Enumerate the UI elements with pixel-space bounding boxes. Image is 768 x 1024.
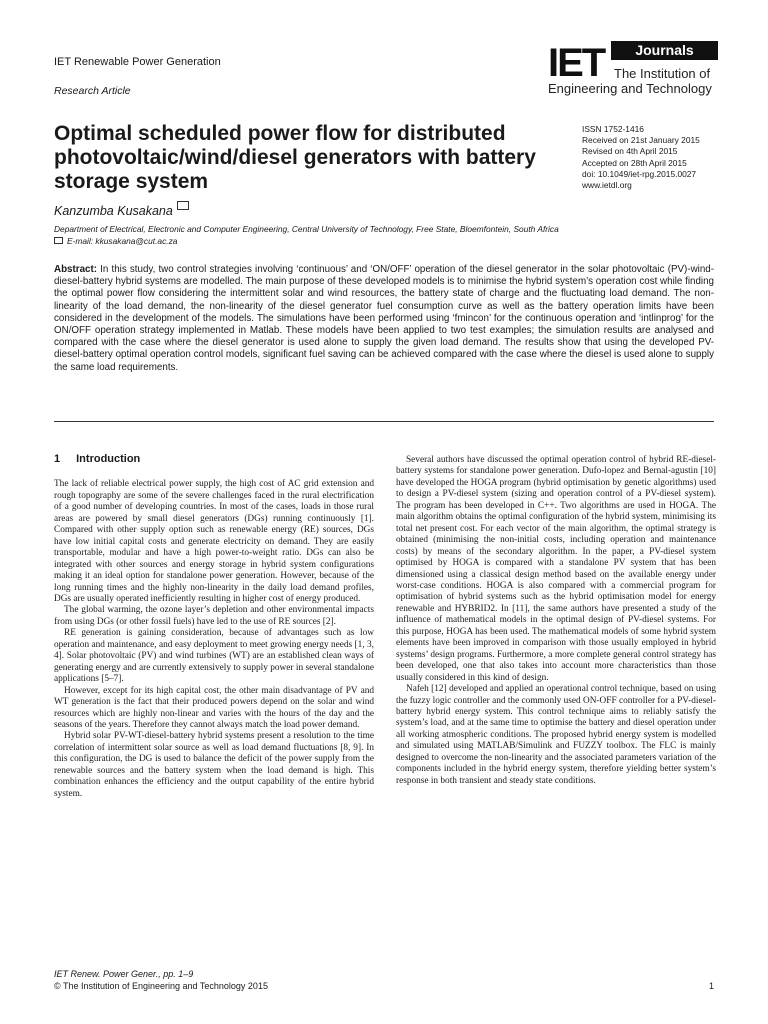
- author-line: [54, 204, 189, 218]
- page-number: 1: [708, 981, 714, 991]
- page-footer: [54, 968, 714, 992]
- right-column: [396, 455, 716, 787]
- logo-line-2: Engineering and Technology: [548, 81, 712, 96]
- author-name[interactable]: Kanzumba Kusakana: [54, 204, 173, 218]
- logo-iet-mark: IET: [548, 41, 605, 85]
- received-date: Received on 21st January 2015: [582, 135, 700, 146]
- affiliation-block: [54, 224, 714, 247]
- paper-title: Optimal scheduled power flow for distributed photovoltaic/wind/diesel generators with battery storage system: [54, 122, 536, 193]
- paragraph: Hybrid solar PV-WT-diesel-battery hybrid systems present a resolution to the time correlation of intermittent solar source as well as load demand fluctuations [8, 9]. In this configuration, the DG is used to balance the deficit of the power supply from the renewable sources and the battery system when the load demand is high. This combination enhances the efficiency and the output capability of the entire hybrid system.: [54, 731, 374, 799]
- iet-logo[interactable]: [548, 41, 718, 97]
- section-number: 1: [54, 453, 61, 465]
- email[interactable]: E-mail: kkusakana@cut.ac.za: [67, 235, 178, 246]
- logo-line-1: The Institution of: [614, 66, 711, 81]
- divider: [54, 421, 714, 422]
- paragraph: The global warming, the ozone layer’s depletion and other environmental impacts from using DGs (or other fossil fuels) have led to the use of RE sources [2].: [54, 605, 374, 627]
- accepted-date: Accepted on 28th April 2015: [582, 157, 687, 168]
- paragraph: Several authors have discussed the optimal operation control of hybrid RE-diesel-battery systems for standalone power generation. Dufo-lopez and Bernal-agustin [10] have developed the HOGA program (hybrid optimisation by genetic algorithms) used to design a PV-diesel system (sizing and operation control of a PV-diesel system). The program has been developed in C++. Two algorithms are used in HOGA. The main algorithm obtains the optimal configuration of the hybrid system, minimising its total net present cost. For each vector of the main algorithm, the optimal strategy is obtained (minimising the non-initial costs, including operation and maintenance costs) by means of the secondary algorithm. In the paper, a PV-diesel system optimised by HOGA is compared with a standalone PV system that has been dimensioned using a classical design method based on the available energy under worst-case conditions. HOGA is also compared with a commercial program for optimisation of hybrid systems such as the hybrid optimisation model for energy renewable and HYBRID2. In [11], the same authors have presented a study of the influence of mathematical models in the optimal design of PV-diesel systems. For this purpose, HOGA has been used. The mathematical models of some hybrid system elements have been improved in comparison with those usually employed in hybrid systems’ design programs. Furthermore, a more complete general control strategy has been developed, one that also takes into account more characteristics than those usually considered in this kind of design.: [396, 455, 716, 683]
- footer-copyright: © The Institution of Engineering and Technology 2015: [54, 981, 268, 991]
- journal-name: IET Renewable Power Generation: [54, 56, 221, 68]
- abstract-label: Abstract:: [54, 264, 98, 275]
- paragraph: However, except for its high capital cost, the other main disadvantage of PV and WT generation is the fact that their produced powers depend on the solar and wind resources which are highly non-linear and varies with the hours of the day and the seasons of the years. Therefore they cannot always match the load power demand.: [54, 685, 374, 730]
- section-heading: [54, 454, 374, 465]
- article-meta: [582, 124, 732, 191]
- doi[interactable]: doi: 10.1049/iet-rpg.2015.0027: [582, 168, 697, 179]
- paragraph: The lack of reliable electrical power supply, the high cost of AC grid extension and rough topography are some of the severe challenges faced in the rural electrification of a good number of developing countries. In most of the cases, loads in those rural areas are powered by small diesel generators (DGs) running continuously [1]. Compared with other supply option such as renewable energy (RE) sources, DGs have low initial capital costs and generate electricity on demand. They are easily transportable, modular and have a high power-to-weight ratio. DGs can also be integrated with other sources and energy storage in hybrid system configurations making it an ideal option for standalone power generation. However, because of the long running times and the highly non-linearity in the daily load demand profiles, DGs are usually operated inefficiently resulting in higher cost of energy produced.: [54, 479, 374, 604]
- left-column: [54, 454, 374, 800]
- abstract: [54, 264, 714, 374]
- article-type: Research Article: [54, 85, 131, 97]
- website-link[interactable]: www.ietdl.org: [582, 180, 632, 191]
- paragraph: RE generation is gaining consideration, because of advantages such as low operation and maintenance, and easy deployment to meet growing energy needs [1, 3, 4]. Solar photovoltaic (PV) and wind turbines (WT) are an established clean ways of generating energy and are currently extensively to supply power in several standalone applications [5–7].: [54, 628, 374, 685]
- paragraph: Nafeh [12] developed and applied an operational control technique, based on using the fuzzy logic controller and the commonly used ON-OFF controller for a PV-diesel-battery hybrid energy system. This control technique aims to reliably satisfy the system’s load, and at the same time to optimise the battery and diesel operation under all working atmospheric conditions. The proposed hybrid energy system is modelled and simulated using MATLAB/Simulink and FUZZY toolbox. The FLC is mainly designed to overcome the non-linearity and the associated parameters variation of the components included in the hybrid energy system, therefore yielding better system’s response in both transient and steady state conditions.: [396, 684, 716, 786]
- issn: ISSN 1752-1416: [582, 124, 644, 134]
- abstract-text: In this study, two control strategies involving ‘continuous’ and ‘ON/OFF’ operation of the diesel generator in the solar photovoltaic (PV)-wind-diesel-battery hybrid systems are modelled. The main purpose of these developed models is to minimise the hybrid system’s operation cost while finding the optimal power flow considering the intermittent solar and wind resources, the battery state of charge and the fluctuating load demand. The non-linearity of the load demand, the non-linearity of the diesel generator fuel consumption curve as well as the battery operation limits have been considered in the development of the models. The simulations have been performed using ‘fmincon’ for the continuous operation and ‘intlinprog’ for the ON/OFF operation strategy implemented in Matlab. These models have been applied to two test examples; the simulation results are analysed and compared with the case where the diesel generator is used alone to supply the given load demand. The results show that using the developed PV-diesel-battery optimal operation control models, significant fuel saving can be achieved compared with the case where the diesel is used alone to supply the same load requirements.: [54, 264, 714, 373]
- footer-citation: IET Renew. Power Gener., pp. 1–9: [54, 969, 194, 979]
- affiliation: Department of Electrical, Electronic and Computer Engineering, Central University of Technology, Free State, Bloemfontein, South Africa: [54, 224, 559, 234]
- mail-icon[interactable]: [177, 201, 189, 210]
- logo-journals-badge: Journals: [611, 41, 718, 60]
- envelope-icon: [54, 237, 63, 244]
- revised-date: Revised on 4th April 2015: [582, 146, 678, 157]
- section-title: Introduction: [76, 453, 141, 465]
